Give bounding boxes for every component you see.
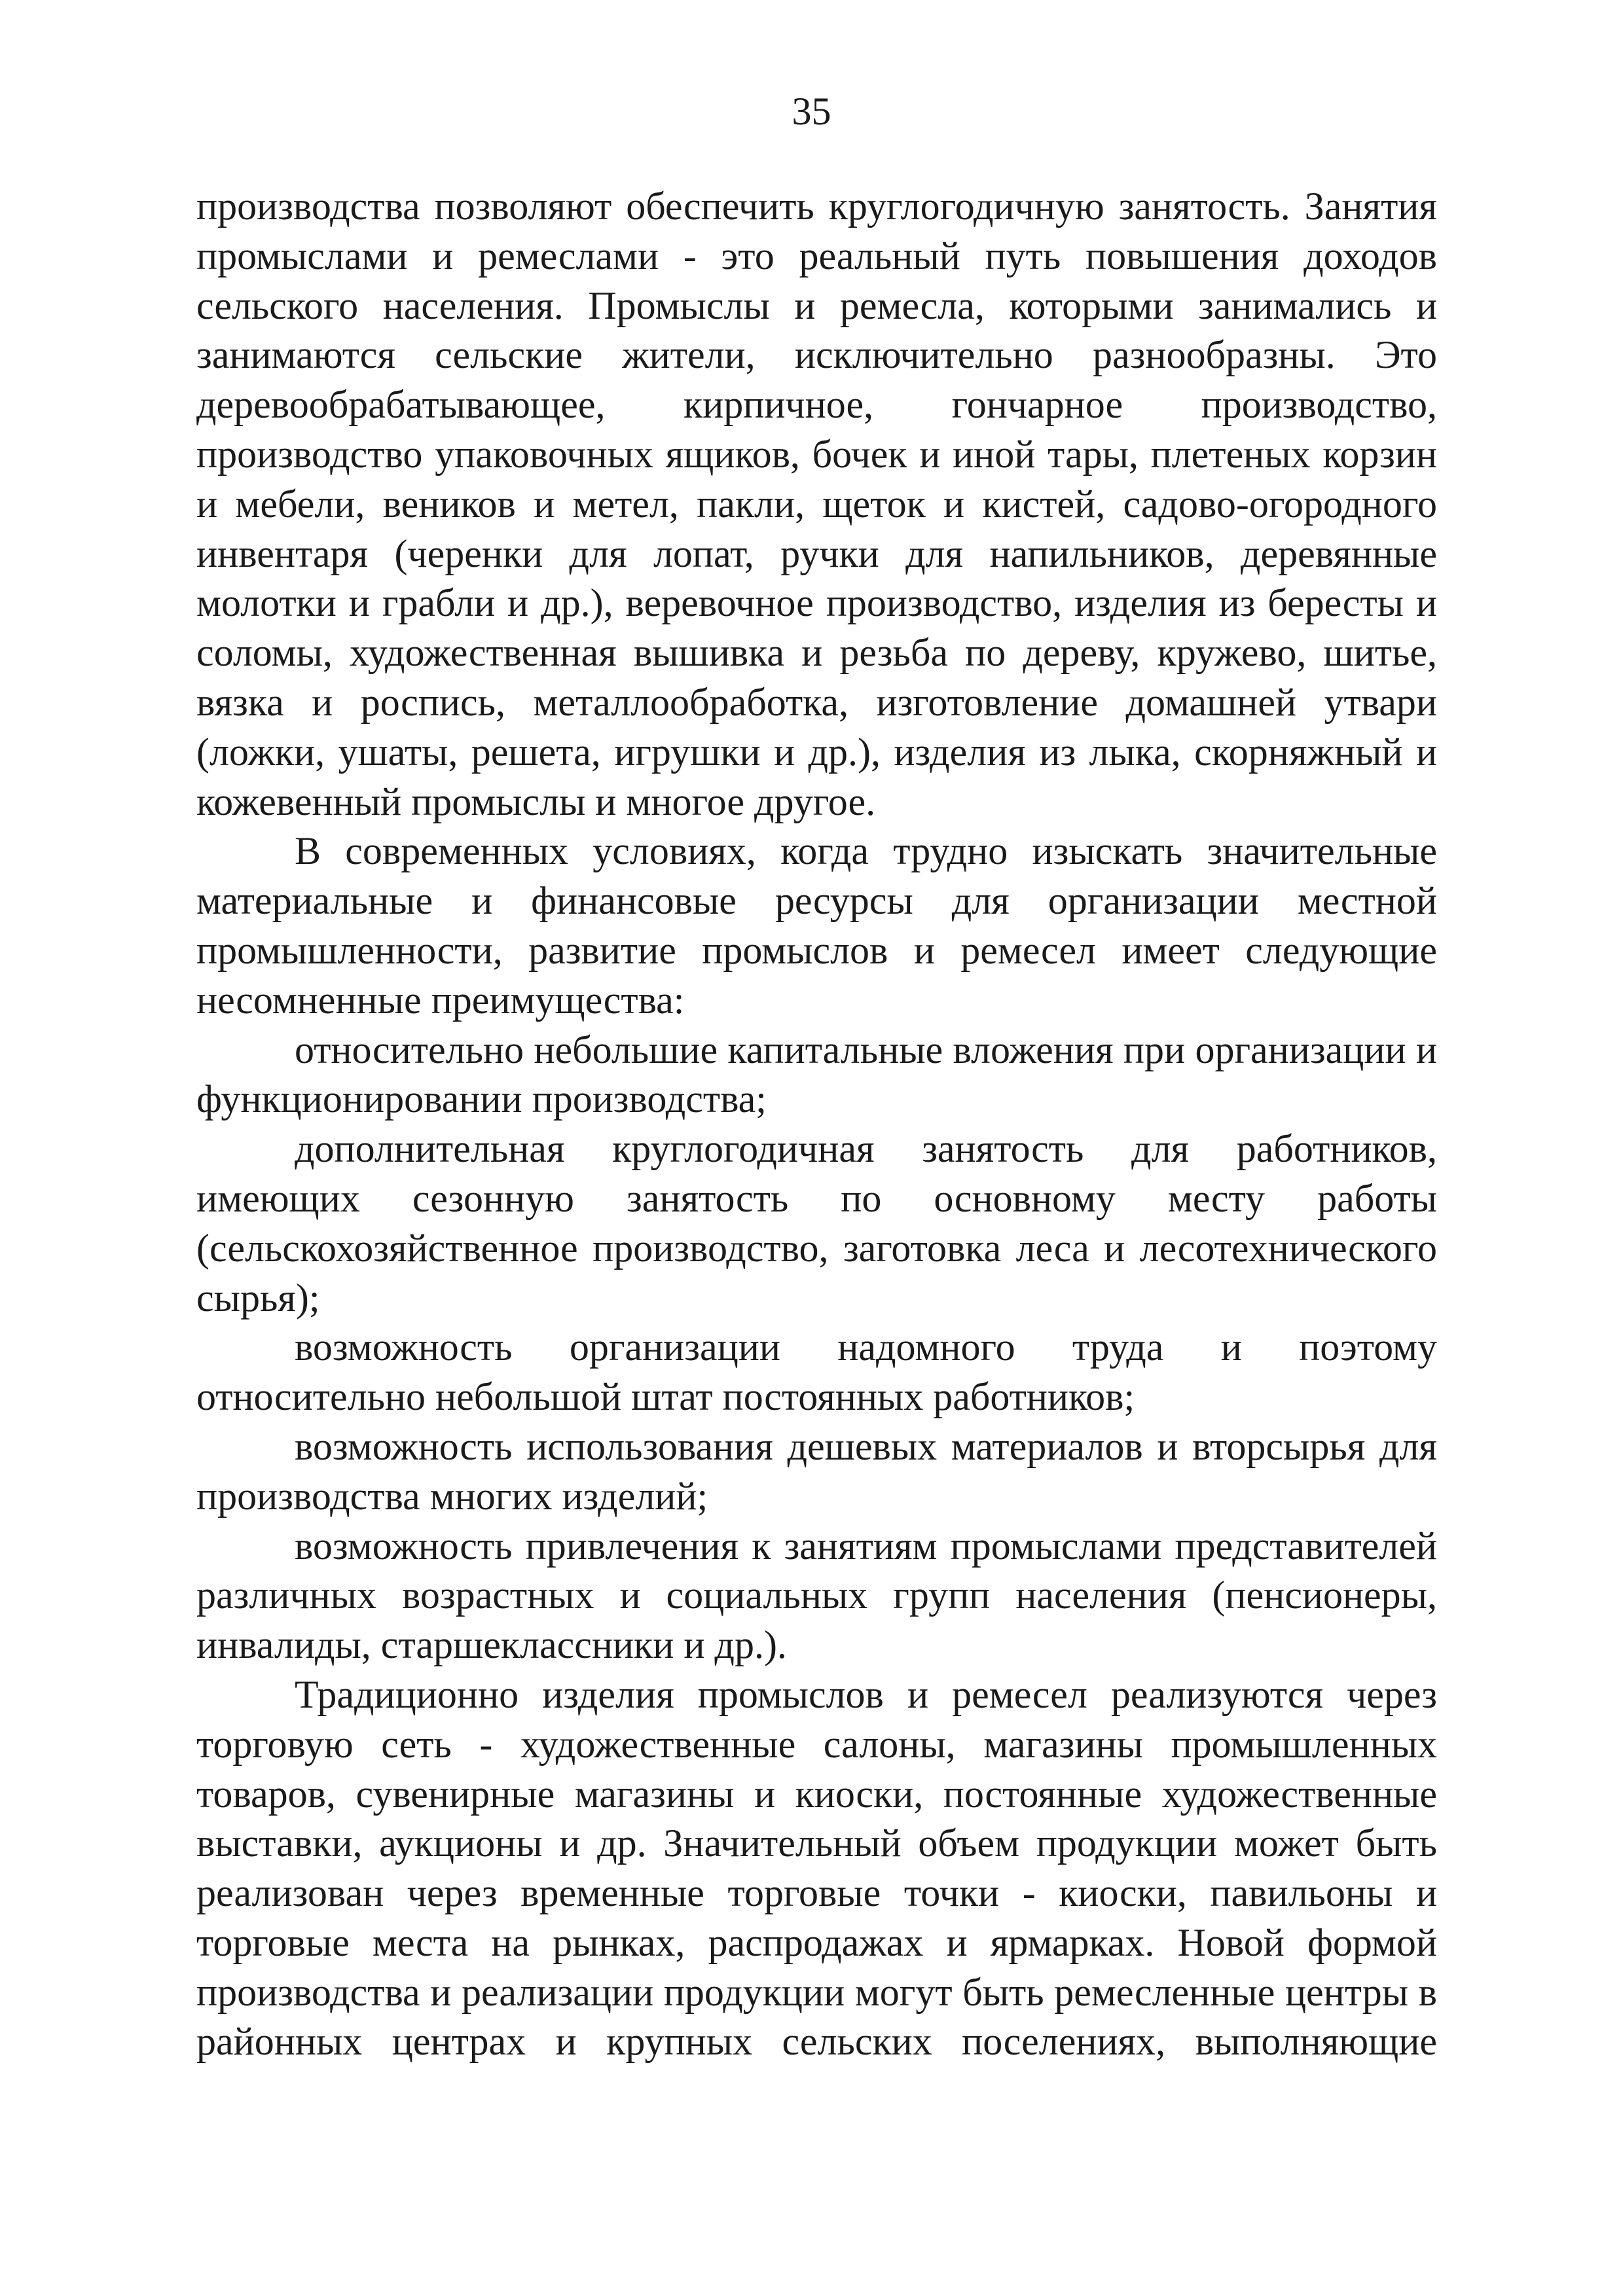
- paragraph-continuation: производства позволяют обеспечить круглогодичную занятость. Занятия промыслами и ремеслами - это реальный путь повышения доходов сельского населения. Промыслы и ремесла, которыми занимались и занимаются сельские жители, исключительно разнообразны. Это деревообрабатывающее, кирпичное, гончарное производство, производство упаковочных ящиков, бочек и иной тары, плетеных корзин и мебели, веников и метел, пакли, щеток и кистей, садово-огородного инвентаря (черенки для лопат, ручки для напильников, деревянные молотки и грабли и др.), веревочное производство, изделия из бересты и соломы, художественная вышивка и резьба по дереву, кружево, шитье, вязка и роспись, металлообработка, изготовление домашней утвари (ложки, ушаты, решета, игрушки и др.), изделия из лыка, скорняжный и кожевенный промыслы и многое другое.: [196, 185, 1437, 823]
- body-text: [196, 182, 1437, 2067]
- page-number: 35: [792, 90, 831, 133]
- list-item-cheap-materials: возможность использования дешевых материалов и вторсырья для производства многих изделий;: [196, 1424, 1437, 1518]
- paragraph-modern-conditions: В современных условиях, когда трудно изыскать значительные материальные и финансовые ресурсы для организации местной промышленности, развитие промыслов и ремесел имеет следующие несомненные преимущества:: [196, 829, 1437, 1022]
- list-item-social-groups: возможность привлечения к занятиям промыслами представителей различных возрастных и социальных групп населения (пенсионеры, инвалиды, старшеклассники и др.).: [196, 1524, 1437, 1667]
- list-item-capital-investment: относительно небольшие капитальные вложения при организации и функционировании производства;: [196, 1028, 1437, 1121]
- list-item-home-work: возможность организации надомного труда и поэтому относительно небольшой штат постоянных работников;: [196, 1325, 1437, 1419]
- paragraph-traditional-sales: Традиционно изделия промыслов и ремесел реализуются через торговую сеть - художественные салоны, магазины промышленных товаров, сувенирные магазины и киоски, постоянные художественные выставки, аукционы и др. Значительный объем продукции может быть реализован через временные торговые точки - киоски, павильоны и торговые места на рынках, распродажах и ярмарках. Новой формой производства и реализации продукции могут быть ремесленные центры в районных центрах и крупных сельских поселениях, выполняющие: [196, 1672, 1437, 2064]
- list-item-year-round-employment: дополнительная круглогодичная занятость для работников, имеющих сезонную занятость по основному месту работы (сельскохозяйственное производство, заготовка леса и лесотехнического сырья);: [196, 1127, 1437, 1319]
